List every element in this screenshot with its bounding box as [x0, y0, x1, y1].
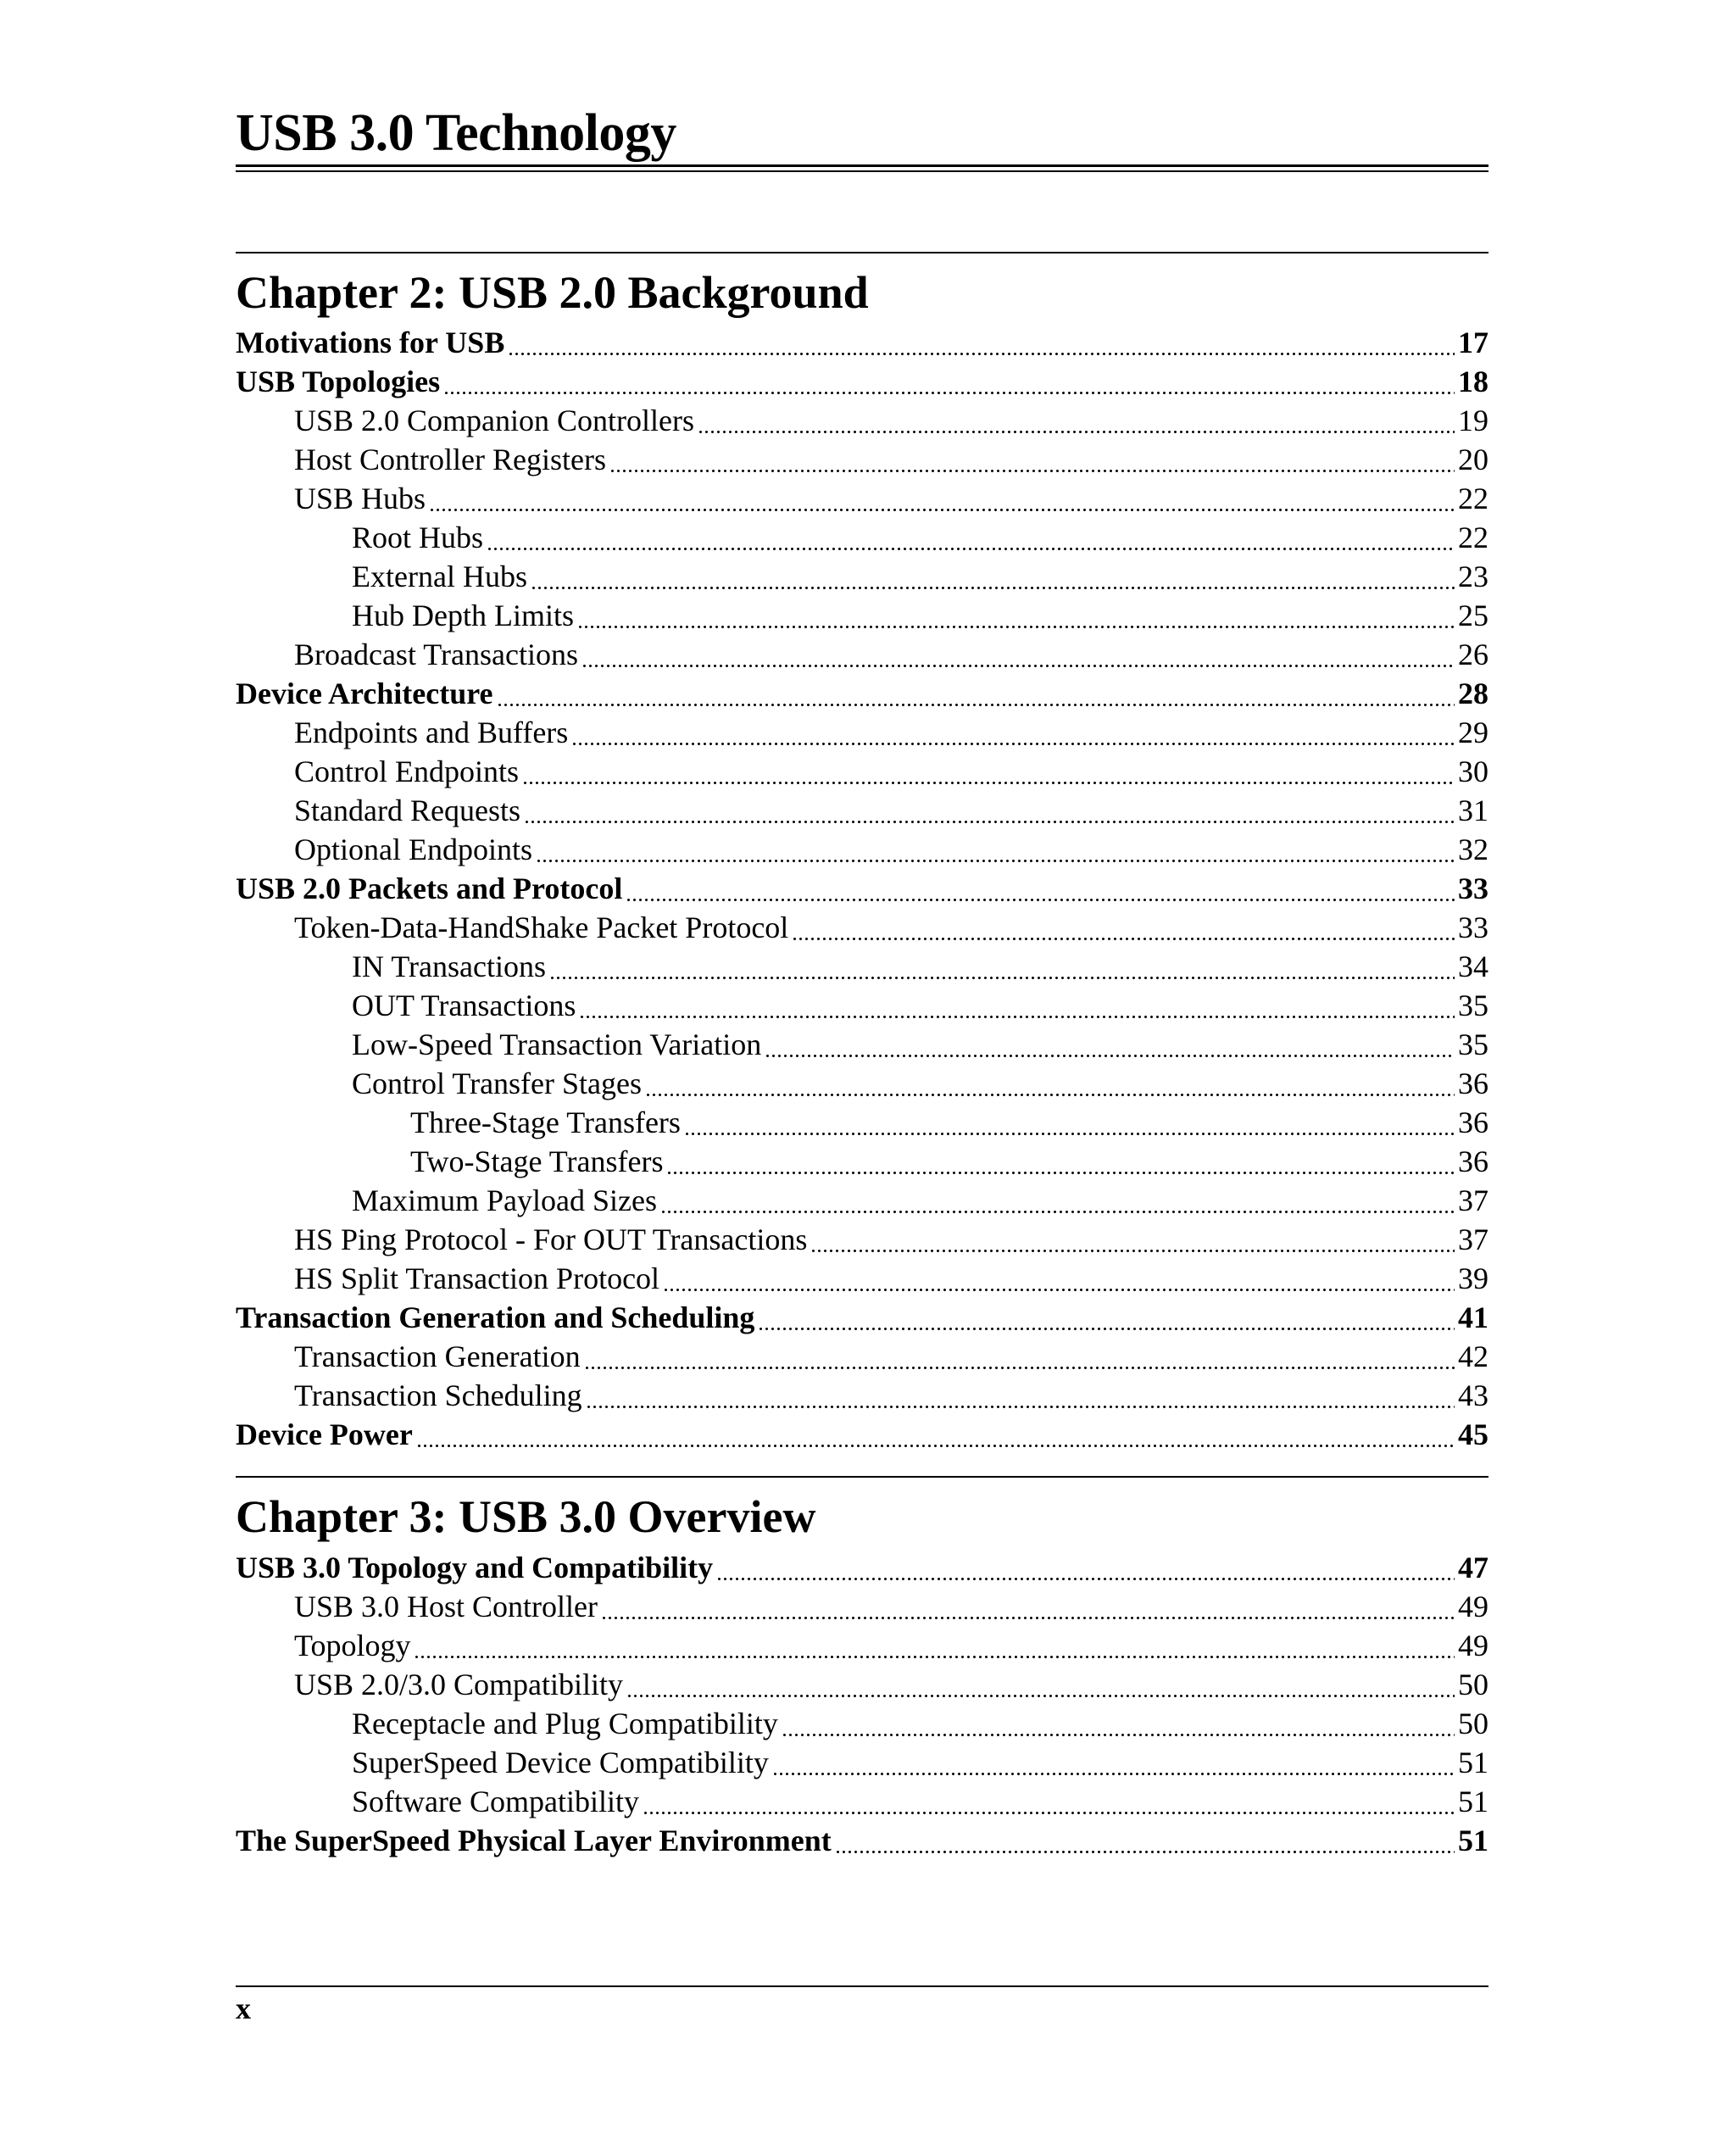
- toc-entry-page: 23: [1458, 560, 1488, 593]
- dot-leader: [586, 1376, 1455, 1415]
- dot-leader: [487, 518, 1455, 557]
- dot-leader: [782, 1704, 1455, 1743]
- chapter-rule: [236, 252, 1488, 253]
- toc-entry-page: 26: [1458, 638, 1488, 671]
- toc-entry-page: 51: [1458, 1746, 1488, 1779]
- dot-leader: [531, 557, 1455, 596]
- dot-leader: [684, 1103, 1455, 1142]
- title-rule: [236, 164, 1488, 167]
- toc-list: [236, 323, 1488, 1454]
- toc-entry-title: Control Transfer Stages: [352, 1066, 642, 1100]
- dot-leader: [758, 1298, 1455, 1337]
- toc-entry-title: Standard Requests: [294, 794, 520, 827]
- toc-entry-page: 51: [1458, 1785, 1488, 1818]
- toc-entry-page: 20: [1458, 443, 1488, 476]
- toc-entry[interactable]: [236, 1064, 1488, 1103]
- toc-entry[interactable]: [236, 1587, 1488, 1626]
- dot-leader: [601, 1587, 1455, 1626]
- dot-leader: [497, 674, 1455, 713]
- toc-entry[interactable]: [236, 401, 1488, 440]
- toc-entry-page: 36: [1458, 1144, 1488, 1178]
- dot-leader: [643, 1782, 1455, 1821]
- dot-leader: [414, 1626, 1455, 1665]
- toc-entry[interactable]: [236, 1025, 1488, 1064]
- toc-entry[interactable]: [236, 1743, 1488, 1782]
- toc-entry-title: Token-Data-HandShake Packet Protocol: [294, 911, 789, 944]
- dot-leader: [772, 1743, 1455, 1782]
- dot-leader: [660, 1181, 1455, 1220]
- toc-entry-page: 36: [1458, 1105, 1488, 1139]
- toc-entry[interactable]: [236, 1298, 1488, 1337]
- dot-leader: [835, 1821, 1455, 1860]
- toc-entry-page: 45: [1458, 1417, 1488, 1451]
- toc-entry-page: 30: [1458, 755, 1488, 788]
- toc-entry[interactable]: [236, 323, 1488, 362]
- toc-entry-page: 19: [1458, 404, 1488, 437]
- toc-entry-title: Transaction Generation: [294, 1339, 581, 1373]
- toc-entry-title: Three-Stage Transfers: [410, 1105, 681, 1139]
- toc-entry-page: 49: [1458, 1629, 1488, 1662]
- toc-entry-page: 51: [1458, 1824, 1488, 1857]
- toc-entry-page: 25: [1458, 599, 1488, 632]
- toc-entry-page: 35: [1458, 988, 1488, 1022]
- toc-entry-title: Motivations for USB: [236, 326, 505, 359]
- dot-leader: [584, 1337, 1455, 1376]
- toc-entry-title: USB 2.0/3.0 Compatibility: [294, 1668, 624, 1701]
- toc-entry[interactable]: [236, 1337, 1488, 1376]
- dot-leader: [765, 1025, 1455, 1064]
- dot-leader: [571, 713, 1455, 752]
- dot-leader: [429, 479, 1455, 518]
- toc-entry[interactable]: [236, 986, 1488, 1025]
- toc-entry[interactable]: [236, 518, 1488, 557]
- dot-leader: [524, 791, 1455, 830]
- toc-entry[interactable]: [236, 791, 1488, 830]
- toc-list: [236, 1548, 1488, 1860]
- dot-leader: [663, 1259, 1455, 1298]
- toc-page: [236, 0, 1488, 2144]
- toc-entry[interactable]: [236, 1821, 1488, 1860]
- toc-entry-title: Root Hubs: [352, 521, 484, 554]
- toc-entry-page: 49: [1458, 1590, 1488, 1623]
- toc-entry[interactable]: [236, 908, 1488, 947]
- toc-entry-title: OUT Transactions: [352, 988, 576, 1022]
- dot-leader: [645, 1064, 1455, 1103]
- dot-leader: [549, 947, 1455, 986]
- dot-leader: [666, 1142, 1455, 1181]
- dot-leader: [716, 1548, 1455, 1587]
- toc-entry-title: Device Architecture: [236, 677, 493, 710]
- dot-leader: [443, 362, 1455, 401]
- toc-entry-title: Control Endpoints: [294, 755, 520, 788]
- toc-entry-page: 34: [1458, 949, 1488, 983]
- toc-entry-title: HS Split Transaction Protocol: [294, 1261, 660, 1295]
- toc-entry-title: Two-Stage Transfers: [410, 1144, 664, 1178]
- toc-entry-title: Optional Endpoints: [294, 833, 532, 866]
- toc-entry[interactable]: [236, 830, 1488, 869]
- toc-entry-title: Transaction Generation and Scheduling: [236, 1300, 755, 1334]
- toc-entry[interactable]: [236, 1103, 1488, 1142]
- toc-entry-page: 18: [1458, 365, 1488, 398]
- title-rule: [236, 170, 1488, 172]
- toc-entry-title: USB 3.0 Topology and Compatibility: [236, 1551, 714, 1584]
- toc-entry-page: 28: [1458, 677, 1488, 710]
- toc-entry[interactable]: [236, 1259, 1488, 1298]
- toc-entry[interactable]: [236, 713, 1488, 752]
- toc-entry[interactable]: [236, 440, 1488, 479]
- dot-leader: [698, 401, 1455, 440]
- toc-entry-page: 50: [1458, 1668, 1488, 1701]
- dot-leader: [579, 986, 1455, 1025]
- toc-entry[interactable]: [236, 1415, 1488, 1454]
- toc-entry-page: 41: [1458, 1300, 1488, 1334]
- dot-leader: [810, 1220, 1455, 1259]
- toc-entry[interactable]: [236, 869, 1488, 908]
- toc-entry[interactable]: [236, 1181, 1488, 1220]
- toc-entry-title: External Hubs: [352, 560, 527, 593]
- toc-entry-title: HS Ping Protocol - For OUT Transactions: [294, 1222, 808, 1256]
- toc-entry[interactable]: [236, 479, 1488, 518]
- toc-entry-page: 37: [1458, 1222, 1488, 1256]
- toc-entry-page: 33: [1458, 872, 1488, 905]
- toc-entry-title: USB Hubs: [294, 482, 426, 515]
- toc-entry-title: Host Controller Registers: [294, 443, 606, 476]
- toc-entry[interactable]: [236, 362, 1488, 401]
- toc-entry[interactable]: [236, 1626, 1488, 1665]
- toc-entry-title: Software Compatibility: [352, 1785, 639, 1818]
- toc-entry-title: USB 2.0 Companion Controllers: [294, 404, 695, 437]
- toc-entry-title: Endpoints and Buffers: [294, 716, 569, 749]
- dot-leader: [626, 1665, 1455, 1704]
- toc-entry-page: 43: [1458, 1378, 1488, 1412]
- toc-entry-page: 35: [1458, 1027, 1488, 1061]
- toc-entry-page: 29: [1458, 716, 1488, 749]
- dot-leader: [626, 869, 1455, 908]
- toc-entry[interactable]: [236, 1665, 1488, 1704]
- chapter-heading: Chapter 2: USB 2.0 Background: [236, 267, 869, 318]
- dot-leader: [577, 596, 1455, 635]
- toc-entry-page: 22: [1458, 521, 1488, 554]
- dot-leader: [581, 635, 1455, 674]
- footer-rule: [236, 1985, 1488, 1987]
- toc-entry-page: 33: [1458, 911, 1488, 944]
- toc-entry-page: 39: [1458, 1261, 1488, 1295]
- toc-entry[interactable]: [236, 1782, 1488, 1821]
- toc-entry[interactable]: [236, 1220, 1488, 1259]
- toc-entry-page: 37: [1458, 1183, 1488, 1217]
- toc-entry[interactable]: [236, 674, 1488, 713]
- toc-entry[interactable]: [236, 1376, 1488, 1415]
- chapter-heading: Chapter 3: USB 3.0 Overview: [236, 1491, 816, 1542]
- dot-leader: [536, 830, 1455, 869]
- toc-entry-title: Broadcast Transactions: [294, 638, 578, 671]
- toc-entry-title: Maximum Payload Sizes: [352, 1183, 657, 1217]
- chapter-rule: [236, 1476, 1488, 1478]
- toc-entry-title: USB Topologies: [236, 365, 441, 398]
- toc-entry-title: Topology: [294, 1629, 411, 1662]
- toc-entry-page: 36: [1458, 1066, 1488, 1100]
- toc-entry[interactable]: [236, 1548, 1488, 1587]
- toc-entry-title: The SuperSpeed Physical Layer Environment: [236, 1824, 832, 1857]
- dot-leader: [609, 440, 1455, 479]
- toc-entry-title: USB 2.0 Packets and Protocol: [236, 872, 623, 905]
- toc-entry-page: 32: [1458, 833, 1488, 866]
- toc-entry-page: 17: [1458, 326, 1488, 359]
- toc-entry-title: Hub Depth Limits: [352, 599, 574, 632]
- dot-leader: [508, 323, 1455, 362]
- toc-entry-title: Device Power: [236, 1417, 413, 1451]
- dot-leader: [522, 752, 1455, 791]
- toc-entry-page: 47: [1458, 1551, 1488, 1584]
- toc-entry[interactable]: [236, 1142, 1488, 1181]
- toc-entry-title: SuperSpeed Device Compatibility: [352, 1746, 769, 1779]
- toc-entry-title: USB 3.0 Host Controller: [294, 1590, 598, 1623]
- toc-entry-page: 50: [1458, 1707, 1488, 1740]
- toc-entry-page: 42: [1458, 1339, 1488, 1373]
- toc-entry[interactable]: [236, 947, 1488, 986]
- dot-leader: [792, 908, 1455, 947]
- toc-entry[interactable]: [236, 635, 1488, 674]
- toc-entry[interactable]: [236, 752, 1488, 791]
- toc-entry-title: Receptacle and Plug Compatibility: [352, 1707, 778, 1740]
- toc-entry[interactable]: [236, 1704, 1488, 1743]
- toc-entry-title: Transaction Scheduling: [294, 1378, 582, 1412]
- toc-entry[interactable]: [236, 557, 1488, 596]
- toc-entry-page: 22: [1458, 482, 1488, 515]
- dot-leader: [416, 1415, 1455, 1454]
- page-number: x: [236, 1991, 251, 2025]
- toc-entry[interactable]: [236, 596, 1488, 635]
- book-title: USB 3.0 Technology: [236, 104, 676, 162]
- toc-entry-title: IN Transactions: [352, 949, 547, 983]
- toc-entry-title: Low-Speed Transaction Variation: [352, 1027, 762, 1061]
- toc-entry-page: 31: [1458, 794, 1488, 827]
